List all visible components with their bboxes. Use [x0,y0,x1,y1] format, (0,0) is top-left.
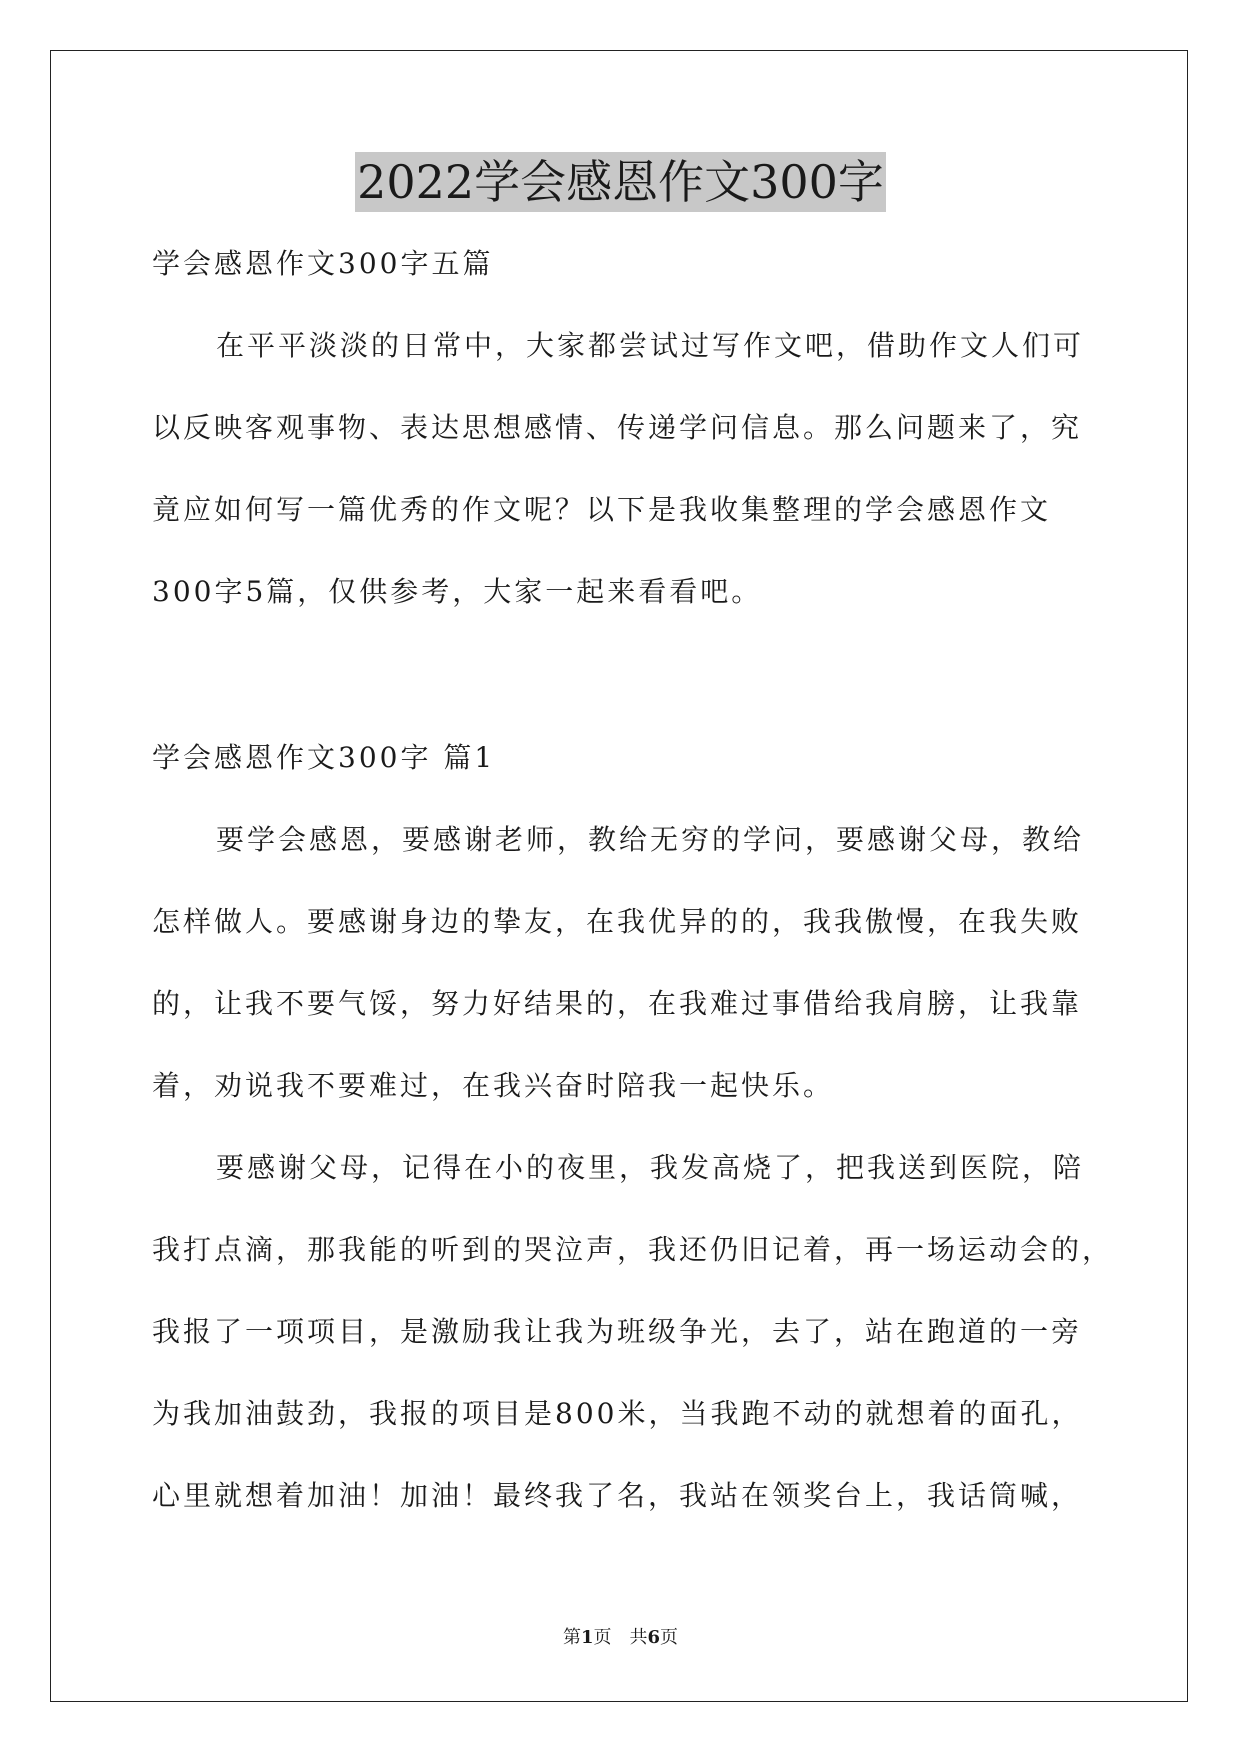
paragraph-line: 心里就想着加油！加油！最终我了名，我站在领奖台上，我话筒喊， [152,1479,1083,1512]
paragraph-line: 以反映客观事物、表达思想感情、传递学问信息。那么问题来了，究 [152,411,1083,444]
paragraph-line: 我打点滴，那我能的听到的哭泣声，我还仍旧记着，再一场运动会的， [152,1233,1114,1266]
paragraph-line: 300字5篇，仅供参考，大家一起来看看吧。 [152,575,763,608]
document-title: 2022学会感恩作文300字 [355,152,886,212]
paragraph-line: 在平平淡淡的日常中，大家都尝试过写作文吧，借助作文人们可 [216,329,1085,362]
section-gap [152,654,1097,738]
intro-heading: 学会感恩作文300字五篇 [152,247,494,280]
section-heading: 学会感恩作文300字 篇1 [152,741,496,774]
footer-total-prefix: 共 [629,1627,648,1648]
paragraph-line: 竟应如何写一篇优秀的作文呢？以下是我收集整理的学会感恩作文 [152,493,1052,526]
footer-page-suffix: 页 [593,1627,612,1648]
total-page-count: 6 [647,1627,661,1648]
paragraph-line: 我报了一项项目，是激励我让我为班级争光，去了，站在跑道的一旁 [152,1315,1083,1348]
page-footer [0,1626,1241,1650]
paragraph-line: 怎样做人。要感谢身边的挚友，在我优异的的，我我傲慢，在我失败 [152,905,1083,938]
title-container [0,152,1241,212]
paragraph-line: 要学会感恩，要感谢老师，教给无穷的学问，要感谢父母，教给 [216,823,1085,856]
paragraph-line: 为我加油鼓劲，我报的项目是800米，当我跑不动的就想着的面孔， [152,1397,1083,1430]
paragraph-line: 的，让我不要气馁，努力好结果的，在我难过事借给我肩膀，让我靠 [152,987,1083,1020]
paragraph-line: 要感谢父母，记得在小的夜里，我发高烧了，把我送到医院，陪 [216,1151,1085,1184]
document-body [152,244,1114,1558]
footer-prefix: 第 [562,1627,581,1648]
current-page-number: 1 [580,1627,594,1648]
paragraph-line: 着，劝说我不要难过，在我兴奋时陪我一起快乐。 [152,1069,835,1102]
footer-total-suffix: 页 [660,1627,679,1648]
